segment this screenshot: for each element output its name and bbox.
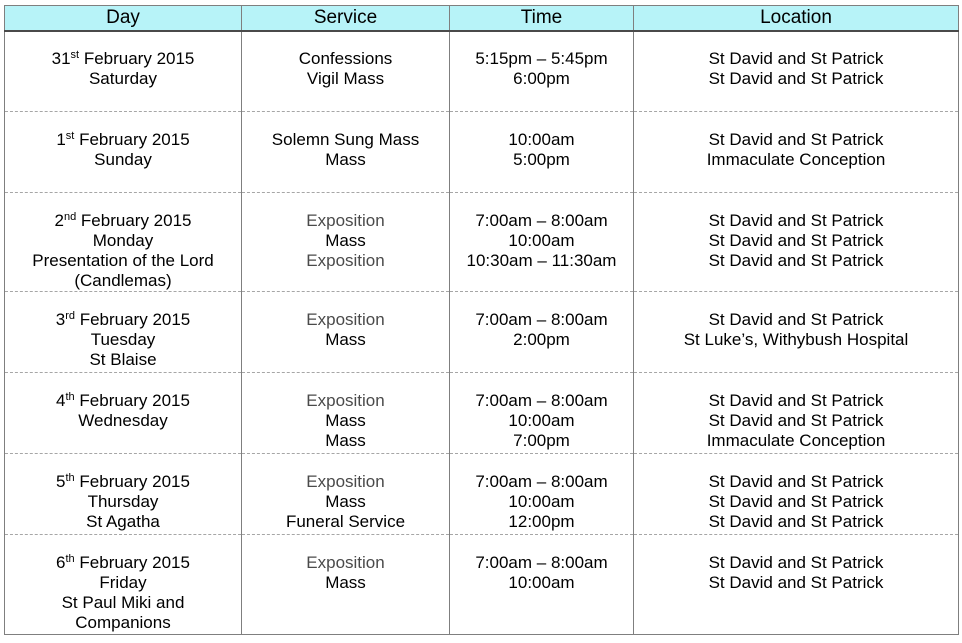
date-line xyxy=(5,49,241,69)
day-column-header: Day xyxy=(5,6,242,32)
location-cell-content xyxy=(634,454,958,532)
time-cell-content xyxy=(450,535,633,593)
location-cell xyxy=(634,454,959,535)
time-cell xyxy=(450,193,634,292)
service-item: Exposition xyxy=(306,472,385,491)
time-item: 7:00am – 8:00am xyxy=(475,391,608,410)
location-item: Immaculate Conception xyxy=(706,150,886,169)
location-cell xyxy=(634,535,959,635)
service-cell-content xyxy=(242,454,449,532)
date-number: 1 xyxy=(56,130,66,149)
day-cell xyxy=(5,535,242,635)
service-item: Vigil Mass xyxy=(306,69,385,88)
mass-schedule-table xyxy=(4,5,959,635)
service-item: Exposition xyxy=(306,391,385,410)
time-item: 10:30am – 11:30am xyxy=(466,251,617,270)
time-cell xyxy=(450,112,634,193)
table-row xyxy=(5,535,959,635)
service-column-header: Service xyxy=(242,6,450,32)
service-item: Mass xyxy=(325,330,366,349)
service-item: Exposition xyxy=(306,553,385,572)
service-item: Mass xyxy=(325,231,366,250)
service-cell-content xyxy=(242,32,449,89)
date-month-year: February 2015 xyxy=(74,130,190,149)
location-item: St David and St Patrick xyxy=(708,472,884,491)
time-item: 5:15pm – 5:45pm xyxy=(475,49,608,68)
time-item: 7:00am – 8:00am xyxy=(475,211,608,230)
day-text-line: (Candlemas) xyxy=(74,271,172,290)
location-cell xyxy=(634,373,959,454)
date-line xyxy=(5,211,241,231)
service-item: Mass xyxy=(325,573,366,592)
time-cell-content xyxy=(450,292,633,350)
service-cell xyxy=(242,292,450,373)
location-cell-content xyxy=(634,112,958,170)
date-ordinal-suffix: st xyxy=(70,49,80,61)
date-ordinal-suffix: nd xyxy=(63,211,77,223)
location-item: St David and St Patrick xyxy=(708,553,884,572)
location-cell-content xyxy=(634,535,958,593)
day-text-line: St Paul Miki and xyxy=(61,593,185,612)
time-item: 7:00am – 8:00am xyxy=(475,553,608,572)
time-cell xyxy=(450,292,634,373)
service-item: Mass xyxy=(325,492,366,511)
day-cell xyxy=(5,193,242,292)
service-item: Exposition xyxy=(306,251,385,270)
time-cell-content xyxy=(450,454,633,532)
location-item: St David and St Patrick xyxy=(708,231,884,250)
location-cell xyxy=(634,112,959,193)
time-item: 7:00pm xyxy=(513,431,570,450)
day-text-line: St Blaise xyxy=(89,350,157,369)
date-number: 4 xyxy=(56,391,66,410)
location-item: St David and St Patrick xyxy=(708,130,884,149)
service-item: Mass xyxy=(325,431,366,450)
table-row xyxy=(5,31,959,112)
location-item: St David and St Patrick xyxy=(708,512,884,531)
day-cell xyxy=(5,292,242,373)
time-cell xyxy=(450,373,634,454)
table-row xyxy=(5,112,959,193)
time-column-header: Time xyxy=(450,6,634,32)
time-item: 2:00pm xyxy=(513,330,570,349)
day-text-line: Tuesday xyxy=(90,330,156,349)
service-cell-content xyxy=(242,292,449,350)
date-month-year: February 2015 xyxy=(74,391,190,410)
service-cell-content xyxy=(242,193,449,271)
time-item: 7:00am – 8:00am xyxy=(475,472,608,491)
time-item: 7:00am – 8:00am xyxy=(475,310,608,329)
service-item: Exposition xyxy=(306,211,385,230)
location-item: St David and St Patrick xyxy=(708,391,884,410)
day-cell-content xyxy=(5,373,241,431)
date-line xyxy=(5,391,241,411)
date-ordinal-suffix: th xyxy=(65,553,75,565)
time-cell xyxy=(450,31,634,112)
location-cell-content xyxy=(634,292,958,350)
service-item: Funeral Service xyxy=(285,512,406,531)
location-cell xyxy=(634,292,959,373)
date-number: 3 xyxy=(55,310,66,329)
day-cell xyxy=(5,454,242,535)
service-cell xyxy=(242,454,450,535)
time-cell xyxy=(450,535,634,635)
date-ordinal-suffix: st xyxy=(65,130,75,142)
date-number: 2 xyxy=(54,211,64,230)
location-item: St David and St Patrick xyxy=(708,411,884,430)
time-item: 5:00pm xyxy=(513,150,570,169)
service-cell xyxy=(242,535,450,635)
time-item: 6:00pm xyxy=(513,69,570,88)
time-item: 10:00am xyxy=(508,411,575,430)
service-item: Exposition xyxy=(306,310,385,329)
date-line xyxy=(5,310,241,330)
location-cell-content xyxy=(634,32,958,89)
table-row xyxy=(5,292,959,373)
location-column-header: Location xyxy=(634,6,959,32)
date-number: 5 xyxy=(56,472,66,491)
time-item: 10:00am xyxy=(508,492,575,511)
location-item: St David and St Patrick xyxy=(708,492,884,511)
time-item: 10:00am xyxy=(508,130,575,149)
date-number: 31 xyxy=(51,49,71,68)
service-item: Solemn Sung Mass xyxy=(271,130,420,149)
time-item: 10:00am xyxy=(508,573,575,592)
service-cell xyxy=(242,31,450,112)
time-cell-content xyxy=(450,112,633,170)
location-cell xyxy=(634,31,959,112)
location-cell-content xyxy=(634,373,958,451)
date-ordinal-suffix: th xyxy=(65,391,75,403)
location-item: St David and St Patrick xyxy=(708,49,884,68)
time-item: 10:00am xyxy=(508,231,575,250)
date-month-year: February 2015 xyxy=(74,472,190,491)
time-item: 12:00pm xyxy=(508,512,575,531)
day-cell-content xyxy=(5,535,241,633)
date-month-year: February 2015 xyxy=(74,553,190,572)
service-item: Mass xyxy=(325,150,366,169)
day-text-line: St Agatha xyxy=(86,512,160,531)
day-cell-content xyxy=(5,32,241,89)
schedule-body xyxy=(5,31,959,635)
time-cell-content xyxy=(450,193,633,271)
date-ordinal-suffix: th xyxy=(65,472,75,484)
day-cell-content xyxy=(5,193,241,291)
date-line xyxy=(5,472,241,492)
service-cell xyxy=(242,112,450,193)
location-cell-content xyxy=(634,193,958,271)
day-cell-content xyxy=(5,112,241,170)
day-text-line: Thursday xyxy=(87,492,159,511)
date-month-year: February 2015 xyxy=(76,211,192,230)
day-text-line: Sunday xyxy=(94,150,152,169)
service-cell-content xyxy=(242,373,449,451)
day-text-line: Presentation of the Lord xyxy=(32,251,214,270)
day-cell xyxy=(5,31,242,112)
day-cell xyxy=(5,112,242,193)
location-item: St Luke’s, Withybush Hospital xyxy=(683,330,909,349)
day-text-line: Saturday xyxy=(88,69,158,88)
day-cell xyxy=(5,373,242,454)
day-text-line: Companions xyxy=(75,613,171,632)
location-item: St David and St Patrick xyxy=(708,69,884,88)
location-item: St David and St Patrick xyxy=(708,573,884,592)
service-cell xyxy=(242,373,450,454)
location-cell xyxy=(634,193,959,292)
service-cell-content xyxy=(242,112,449,170)
table-row xyxy=(5,193,959,292)
date-ordinal-suffix: rd xyxy=(65,310,75,322)
service-item: Mass xyxy=(325,411,366,430)
table-row xyxy=(5,454,959,535)
location-item: St David and St Patrick xyxy=(708,211,884,230)
day-cell-content xyxy=(5,292,241,370)
location-item: St David and St Patrick xyxy=(708,251,884,270)
location-item: Immaculate Conception xyxy=(706,431,886,450)
service-cell-content xyxy=(242,535,449,593)
time-cell-content xyxy=(450,373,633,451)
location-item: St David and St Patrick xyxy=(708,310,884,329)
day-cell-content xyxy=(5,454,241,532)
day-text-line: Monday xyxy=(92,231,154,250)
time-cell-content xyxy=(450,32,633,89)
day-text-line: Friday xyxy=(99,573,147,592)
date-month-year: February 2015 xyxy=(79,49,195,68)
time-cell xyxy=(450,454,634,535)
date-line xyxy=(5,130,241,150)
date-number: 6 xyxy=(56,553,66,572)
service-cell xyxy=(242,193,450,292)
header-row xyxy=(5,6,959,32)
date-month-year: February 2015 xyxy=(74,310,191,329)
day-text-line: Wednesday xyxy=(78,411,168,430)
date-line xyxy=(5,553,241,573)
table-row xyxy=(5,373,959,454)
service-item: Confessions xyxy=(298,49,393,68)
